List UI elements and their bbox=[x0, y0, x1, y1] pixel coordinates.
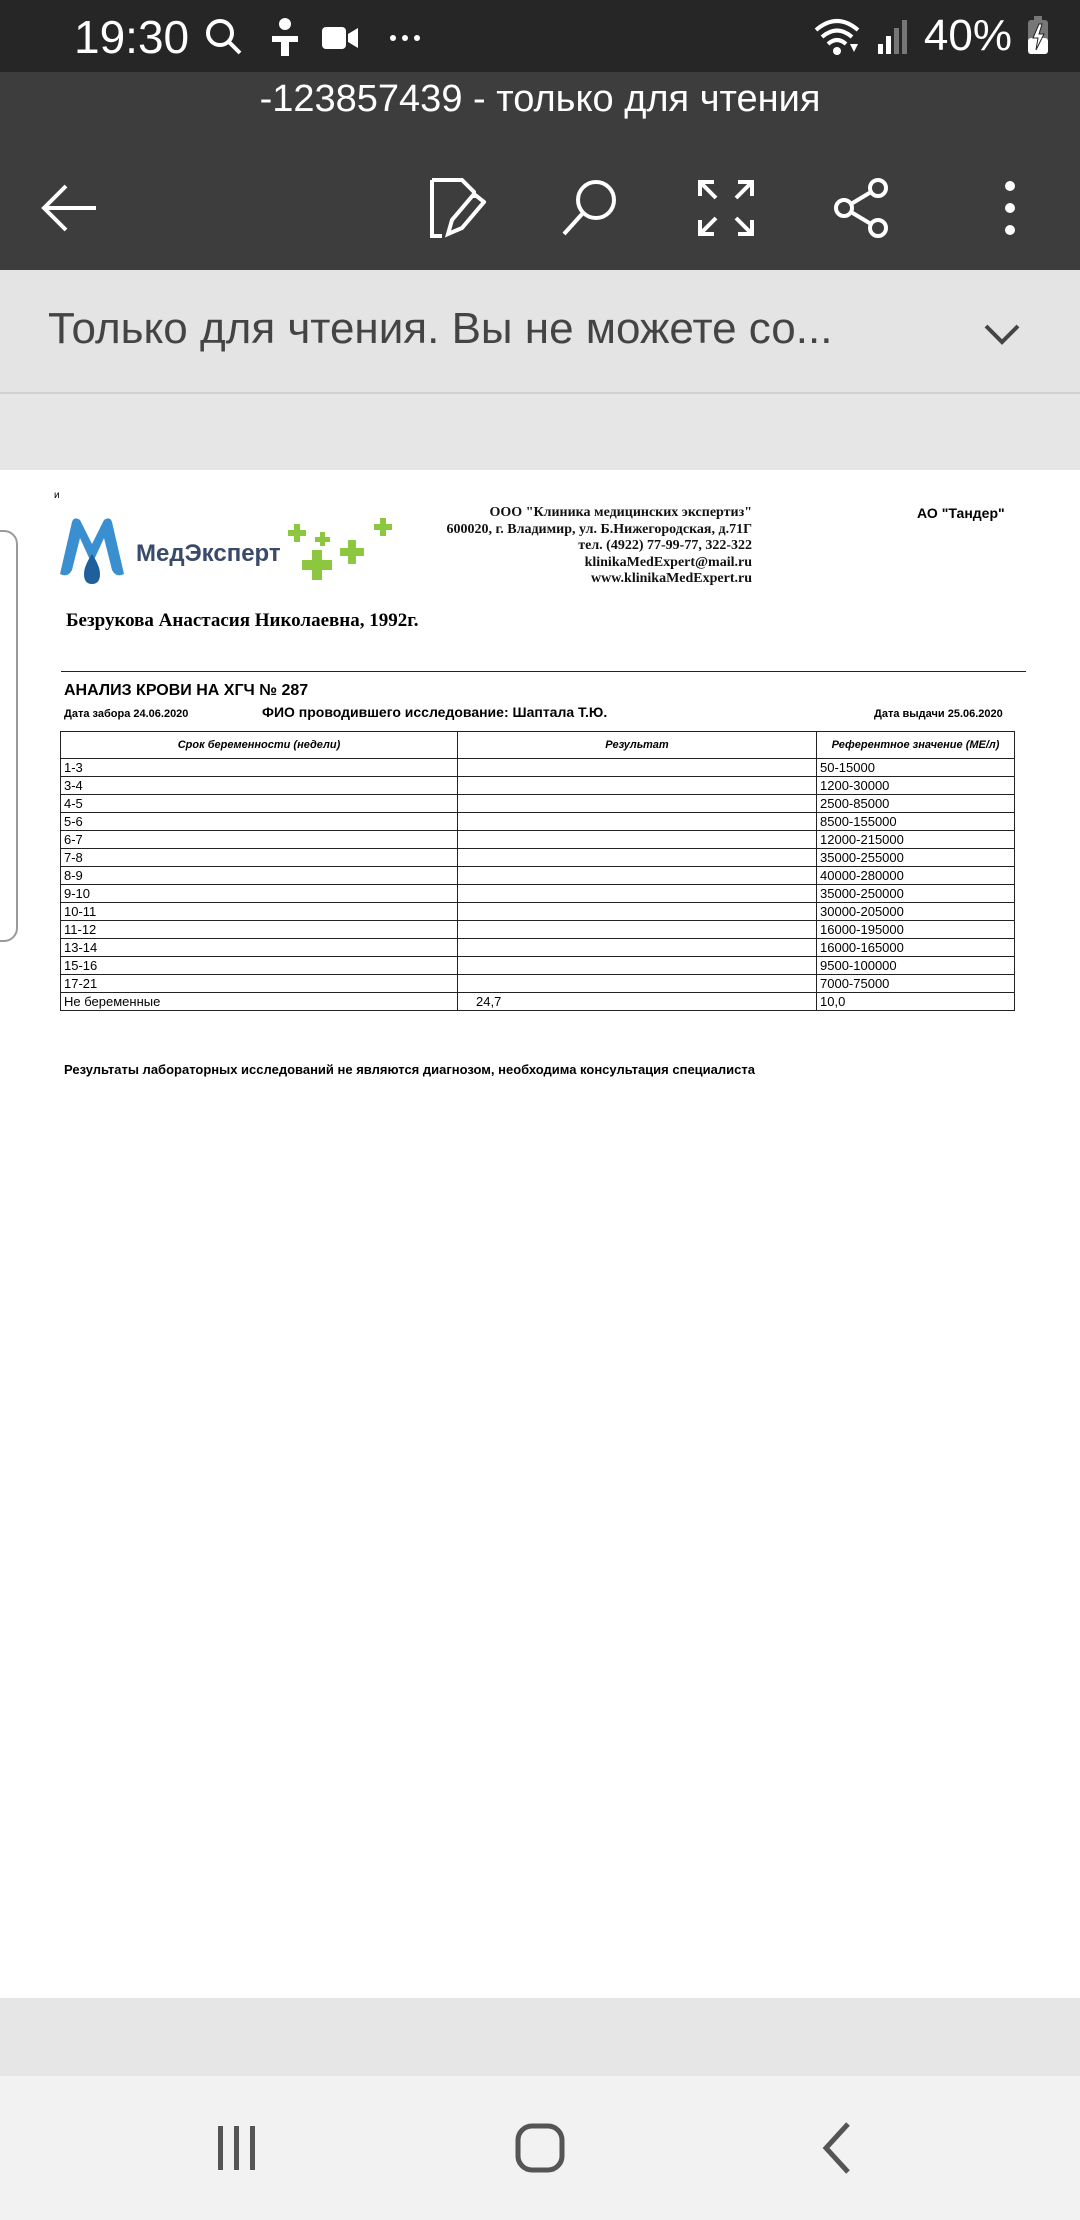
more-vert-icon bbox=[970, 176, 1034, 240]
home-button[interactable] bbox=[500, 2108, 580, 2188]
recent-apps-icon bbox=[206, 2118, 266, 2178]
company-name: АО "Тандер" bbox=[917, 505, 1005, 521]
cell-reference: 2500-85000 bbox=[817, 795, 1015, 813]
accessibility-icon bbox=[272, 18, 298, 56]
table-row bbox=[61, 975, 1015, 993]
table-row bbox=[61, 777, 1015, 795]
cell-result: 24,7 bbox=[458, 993, 817, 1011]
video-icon bbox=[322, 27, 358, 49]
back-icon bbox=[810, 2118, 870, 2178]
table-row bbox=[61, 939, 1015, 957]
logo-text: МедЭксперт bbox=[136, 540, 281, 567]
disclaimer: Результаты лабораторных исследований не являются диагнозом, необходима консультация специалиста bbox=[64, 1062, 755, 1077]
analysis-title: АНАЛИЗ КРОВИ НА ХГЧ № 287 bbox=[64, 682, 309, 699]
back-arrow-icon bbox=[38, 176, 102, 240]
share-button[interactable] bbox=[822, 168, 902, 248]
battery-percent: 40% bbox=[923, 11, 1012, 60]
table-row bbox=[61, 849, 1015, 867]
status-notification-icons bbox=[200, 14, 440, 64]
cell-reference: 35000-255000 bbox=[817, 849, 1015, 867]
search-button[interactable] bbox=[550, 168, 630, 248]
cell-term: 15-16 bbox=[61, 957, 458, 975]
collection-date: Дата забора 24.06.2020 bbox=[64, 708, 189, 720]
edit-button[interactable] bbox=[414, 168, 494, 248]
cell-reference: 12000-215000 bbox=[817, 831, 1015, 849]
cell-term: 17-21 bbox=[61, 975, 458, 993]
clinic-phone: тел. (4922) 77-99-77, 322-322 bbox=[578, 538, 752, 553]
header-result: Результат bbox=[458, 732, 817, 759]
cell-term: 13-14 bbox=[61, 939, 458, 957]
cell-term: 1-3 bbox=[61, 759, 458, 777]
cell-result bbox=[458, 975, 817, 993]
cell-result bbox=[458, 849, 817, 867]
fullscreen-button[interactable] bbox=[686, 168, 766, 248]
home-icon bbox=[510, 2118, 570, 2178]
clinic-site: www.klinikaMedExpert.ru bbox=[590, 571, 752, 586]
cell-result bbox=[458, 939, 817, 957]
table-row bbox=[61, 885, 1015, 903]
table-header-row bbox=[61, 732, 1015, 759]
document-mark: и bbox=[54, 490, 60, 501]
document-title: -123857439 - только для чтения bbox=[259, 78, 821, 120]
results-table bbox=[60, 731, 1015, 1011]
cell-reference: 8500-155000 bbox=[817, 813, 1015, 831]
chevron-down-icon[interactable] bbox=[972, 304, 1032, 364]
cell-result bbox=[458, 921, 817, 939]
clinic-email: klinikaMedExpert@mail.ru bbox=[584, 554, 752, 570]
table-row bbox=[61, 921, 1015, 939]
table-row bbox=[61, 993, 1015, 1011]
clinic-info bbox=[446, 505, 752, 588]
issue-date: Дата выдачи 25.06.2020 bbox=[874, 708, 1003, 720]
cell-result bbox=[458, 813, 817, 831]
cell-reference: 1200-30000 bbox=[817, 777, 1015, 795]
wifi-icon bbox=[812, 14, 862, 58]
cell-reference: 40000-280000 bbox=[817, 867, 1015, 885]
cell-reference: 9500-100000 bbox=[817, 957, 1015, 975]
cell-term: 8-9 bbox=[61, 867, 458, 885]
cell-result bbox=[458, 795, 817, 813]
side-panel-handle[interactable] bbox=[0, 530, 18, 942]
cell-reference: 30000-205000 bbox=[817, 903, 1015, 921]
system-nav-bar bbox=[0, 2076, 1080, 2220]
cell-term: 10-11 bbox=[61, 903, 458, 921]
battery-charging-icon bbox=[1026, 14, 1050, 58]
edit-document-icon bbox=[422, 176, 486, 240]
share-icon bbox=[830, 176, 894, 240]
nav-back-button[interactable] bbox=[800, 2108, 880, 2188]
readonly-banner-text: Только для чтения. Вы не можете со... bbox=[48, 304, 833, 353]
cell-reference: 50-15000 bbox=[817, 759, 1015, 777]
table-row bbox=[61, 903, 1015, 921]
status-bar bbox=[0, 0, 1080, 72]
more-options-button[interactable] bbox=[962, 168, 1042, 248]
patient-name: Безрукова Анастасия Николаевна, 1992г. bbox=[66, 610, 419, 631]
clinic-name: ООО "Клиника медицинских экспертиз" bbox=[489, 505, 752, 520]
cell-term: 9-10 bbox=[61, 885, 458, 903]
cell-term: Не беременные bbox=[61, 993, 458, 1011]
table-row bbox=[61, 831, 1015, 849]
table-row bbox=[61, 957, 1015, 975]
table-row bbox=[61, 759, 1015, 777]
researcher: ФИО проводившего исследование: Шаптала Т.Ю. bbox=[262, 704, 608, 720]
cell-result bbox=[458, 957, 817, 975]
header-reference: Референтное значение (МЕ/л) bbox=[817, 732, 1015, 759]
cell-term: 5-6 bbox=[61, 813, 458, 831]
status-system-icons bbox=[812, 8, 1050, 64]
cell-result bbox=[458, 831, 817, 849]
cell-term: 7-8 bbox=[61, 849, 458, 867]
cell-term: 4-5 bbox=[61, 795, 458, 813]
back-button[interactable] bbox=[30, 168, 110, 248]
recent-apps-button[interactable] bbox=[196, 2108, 276, 2188]
divider bbox=[61, 671, 1026, 672]
more-dots-icon bbox=[390, 35, 420, 41]
cell-result bbox=[458, 885, 817, 903]
search-icon bbox=[558, 176, 622, 240]
cell-reference: 35000-250000 bbox=[817, 885, 1015, 903]
table-row bbox=[61, 867, 1015, 885]
table-row bbox=[61, 795, 1015, 813]
header-term: Срок беременности (недели) bbox=[61, 732, 458, 759]
cell-result bbox=[458, 759, 817, 777]
fullscreen-icon bbox=[694, 176, 758, 240]
cell-reference: 16000-195000 bbox=[817, 921, 1015, 939]
cell-term: 3-4 bbox=[61, 777, 458, 795]
search-icon bbox=[208, 21, 240, 53]
cell-result bbox=[458, 867, 817, 885]
cell-result bbox=[458, 777, 817, 795]
cell-term: 11-12 bbox=[61, 921, 458, 939]
status-time: 19:30 bbox=[74, 11, 190, 63]
cell-reference: 16000-165000 bbox=[817, 939, 1015, 957]
cell-reference: 7000-75000 bbox=[817, 975, 1015, 993]
table-row bbox=[61, 813, 1015, 831]
clinic-address: 600020, г. Владимир, ул. Б.Нижегородская, д.71Г bbox=[446, 521, 752, 537]
cell-term: 6-7 bbox=[61, 831, 458, 849]
app-toolbar bbox=[0, 72, 1080, 270]
readonly-banner[interactable] bbox=[0, 270, 1080, 394]
cell-reference: 10,0 bbox=[817, 993, 1015, 1011]
cell-result bbox=[458, 903, 817, 921]
signal-icon bbox=[876, 14, 910, 58]
